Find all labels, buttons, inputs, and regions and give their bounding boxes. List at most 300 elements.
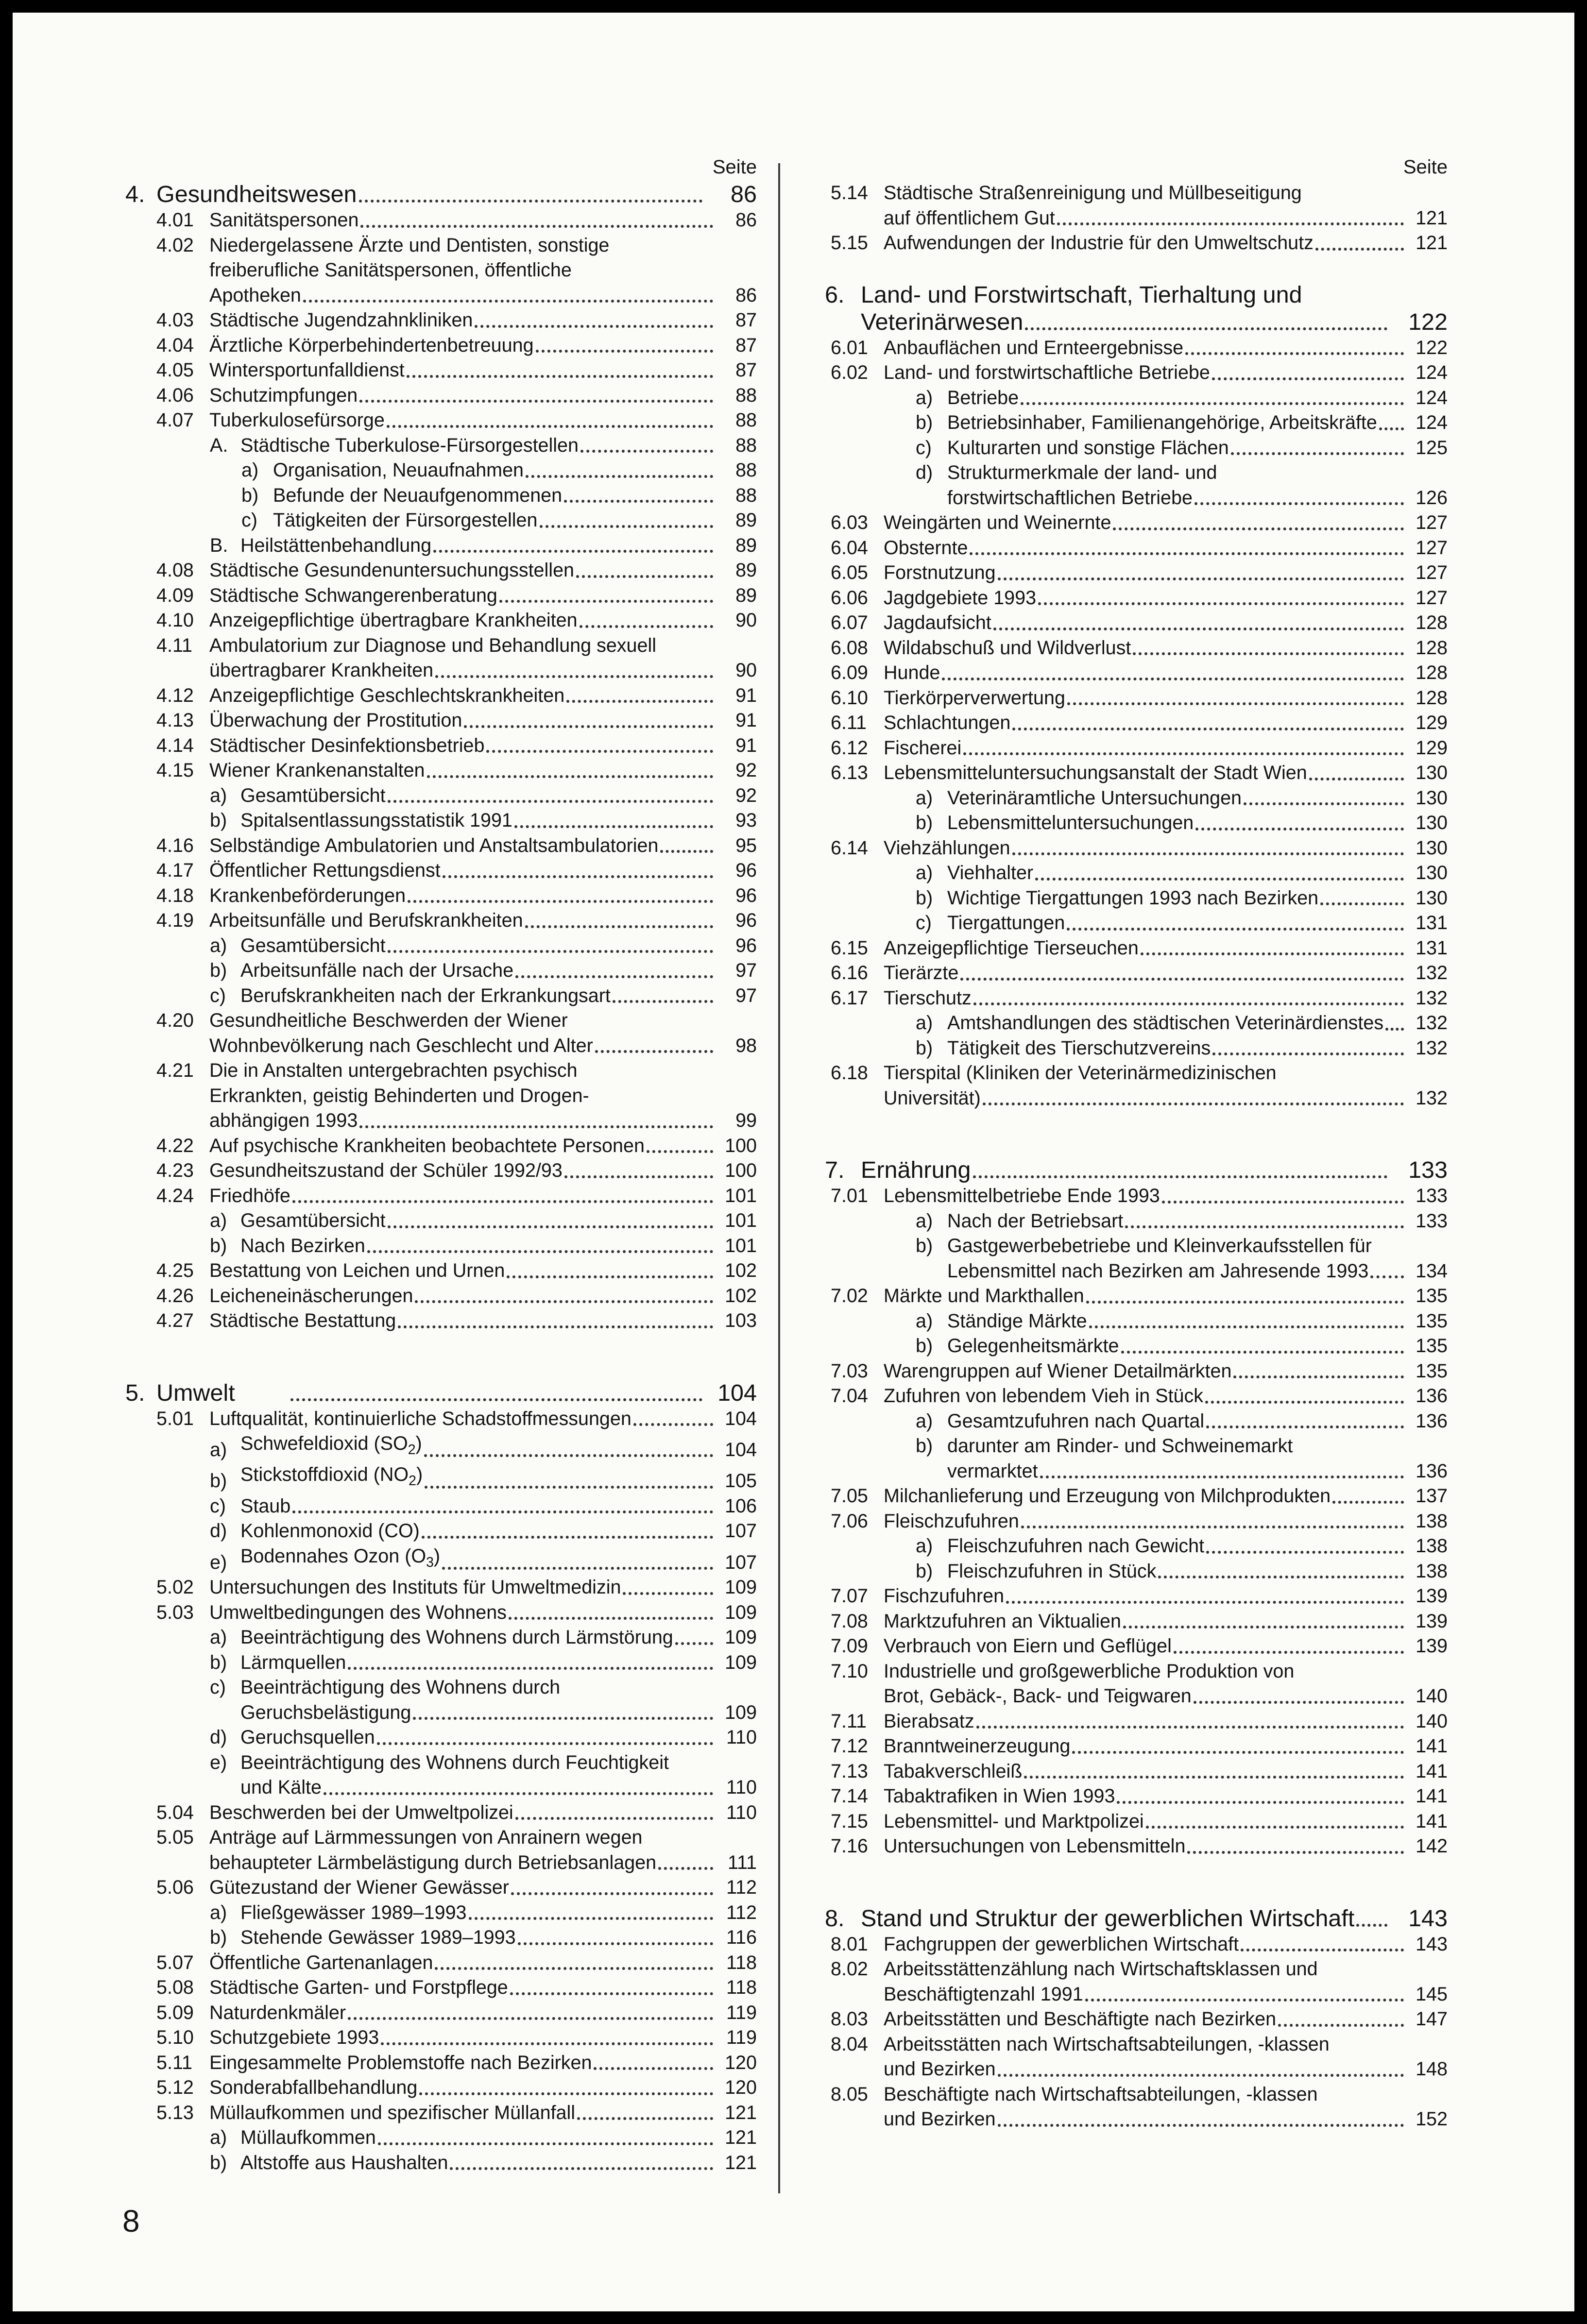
toc-entry-number: b) xyxy=(916,1235,933,1256)
toc-entry-page: 130 xyxy=(1416,862,1448,883)
toc-entry-page: 130 xyxy=(1416,887,1448,909)
toc-entry-title: Untersuchungen des Instituts für Umweltmedizin xyxy=(209,1577,621,1598)
toc-entry-page: 120 xyxy=(725,2052,757,2073)
toc-entry xyxy=(825,1659,1448,1684)
dot-leader xyxy=(566,700,713,703)
toc-entry-number: 6.18 xyxy=(831,1062,868,1084)
toc-entry-page: 97 xyxy=(735,960,757,981)
toc-entry-title: Aufwendungen der Industrie für den Umweltschutz xyxy=(884,232,1314,254)
toc-entry xyxy=(125,583,757,609)
toc-entry-title: Städtische Garten- und Forstpflege xyxy=(209,1977,508,1999)
dot-leader xyxy=(359,200,702,203)
toc-entry-page: 121 xyxy=(725,2127,757,2149)
toc-entry-title: Milchanlieferung und Erzeugung von Milchprodukten xyxy=(884,1485,1331,1507)
toc-entry xyxy=(825,2032,1448,2057)
dot-leader xyxy=(1309,778,1404,780)
toc-entry xyxy=(125,958,757,984)
page-number: 8 xyxy=(122,2204,140,2239)
toc-entry-number: a) xyxy=(916,862,933,883)
toc-entry-number: b) xyxy=(916,1037,933,1059)
toc-entry-number: 4.14 xyxy=(156,734,194,756)
toc-entry-title: Tätigkeit des Tierschutzvereins xyxy=(947,1037,1211,1059)
toc-entry-number: 4.20 xyxy=(156,1010,194,1031)
toc-entry-title: Strukturmerkmale der land- und xyxy=(947,462,1217,483)
toc-entry-number: 7.11 xyxy=(831,1710,867,1732)
toc-entry-title: Berufskrankheiten nach der Erkrankungsart xyxy=(240,984,611,1006)
toc-entry-title: Lebensmitteluntersuchungen xyxy=(947,812,1194,833)
dot-leader xyxy=(580,625,713,628)
toc-entry xyxy=(825,1584,1448,1609)
toc-entry xyxy=(125,358,757,383)
toc-entry-page: 132 xyxy=(1416,1012,1448,1034)
dot-leader xyxy=(290,1398,702,1401)
toc-entry-page: 104 xyxy=(725,1439,757,1460)
toc-entry-title: Arbeitsunfälle nach der Ursache xyxy=(240,960,514,981)
toc-entry-number: 5.06 xyxy=(156,1877,194,1899)
toc-entry-number: c) xyxy=(210,1677,226,1698)
toc-entry-number: 7.07 xyxy=(831,1585,868,1607)
dot-leader xyxy=(1379,427,1404,430)
toc-entry-title: Lebensmittel- und Marktpolizei xyxy=(884,1810,1144,1832)
dot-leader xyxy=(509,1617,713,1620)
toc-entry xyxy=(125,908,757,933)
toc-entry-title: Überwachung der Prostitution xyxy=(209,710,462,731)
toc-entry-title: Land- und forstwirtschaftliche Betriebe xyxy=(884,362,1210,383)
toc-entry-title: Städtische Tuberkulose-Fürsorgestellen xyxy=(240,434,579,456)
toc-entry-page: 87 xyxy=(735,309,757,331)
dot-leader xyxy=(623,1592,713,1595)
toc-entry xyxy=(825,1409,1448,1434)
toc-entry-number: c) xyxy=(210,1495,226,1517)
toc-entry xyxy=(125,933,757,959)
toc-entry-number: 6.17 xyxy=(831,987,868,1009)
toc-entry xyxy=(125,1184,757,1209)
dot-leader xyxy=(1117,1801,1404,1804)
toc-entry-title: freiberufliche Sanitätspersonen, öffentliche xyxy=(209,259,572,281)
toc-entry-number: b) xyxy=(916,1435,933,1457)
toc-entry-number: 5.04 xyxy=(156,1801,194,1823)
toc-entry xyxy=(125,1675,757,1700)
toc-entry-page: 124 xyxy=(1416,412,1448,433)
toc-entry-page: 96 xyxy=(735,934,757,956)
toc-entry-title: Land- und Forstwirtschaft, Tierhaltung und xyxy=(861,281,1302,308)
toc-entry-number: b) xyxy=(210,960,227,981)
toc-entry-number: a) xyxy=(916,387,933,408)
dot-leader xyxy=(514,825,713,828)
toc-entry-title: Anbauflächen und Ernteergebnisse xyxy=(884,337,1184,358)
toc-entry xyxy=(825,2057,1448,2082)
toc-entry xyxy=(825,536,1448,561)
toc-entry-page: 122 xyxy=(1408,308,1448,335)
toc-entry-title: und Bezirken xyxy=(884,2108,996,2130)
toc-entry xyxy=(825,1982,1448,2007)
toc-entry xyxy=(825,1284,1448,1309)
dot-leader xyxy=(388,800,713,803)
toc-entry-title: Lebensmittelbetriebe Ende 1993 xyxy=(884,1185,1160,1206)
toc-entry-page: 91 xyxy=(735,734,757,756)
dot-leader xyxy=(464,725,713,728)
toc-entry-title: Schwefeldioxid $(SO_2)$ xyxy=(240,1433,422,1458)
toc-entry-title: behaupteter Lärmbelästigung durch Betriebsanlagen xyxy=(209,1851,657,1873)
toc-entry xyxy=(825,811,1448,836)
dot-leader xyxy=(359,400,713,403)
toc-entry-title: forstwirtschaftlichen Betriebe xyxy=(947,487,1193,509)
seite-label-right: Seite xyxy=(1403,156,1448,178)
toc-entry-page: 109 xyxy=(725,1627,757,1648)
toc-entry xyxy=(125,658,757,683)
toc-entry-number: b) xyxy=(210,810,227,831)
toc-entry-number: 7.13 xyxy=(831,1760,868,1782)
dot-leader xyxy=(1089,1325,1404,1328)
toc-entry-title: Fischerei xyxy=(884,737,962,759)
toc-entry xyxy=(825,1334,1448,1359)
toc-entry-number: 8.03 xyxy=(831,2008,868,2030)
toc-entry-title: Städtische Straßenreinigung und Müllbeseitigung xyxy=(884,182,1302,204)
toc-entry-page: 103 xyxy=(725,1310,757,1331)
toc-entry-page: 138 xyxy=(1416,1560,1448,1582)
toc-entry xyxy=(125,1650,757,1676)
toc-entry xyxy=(125,633,757,659)
toc-entry-page: 89 xyxy=(735,560,757,581)
dot-leader xyxy=(398,1325,713,1328)
toc-entry xyxy=(125,1519,757,1544)
toc-entry-number: 4.27 xyxy=(156,1310,194,1331)
toc-entry-title: Gastgewerbebetriebe und Kleinverkaufsstellen für xyxy=(947,1235,1372,1256)
toc-entry-title: Kulturarten und sonstige Flächen xyxy=(947,437,1229,458)
toc-entry-page: 141 xyxy=(1416,1735,1448,1757)
dot-leader xyxy=(419,2092,713,2095)
toc-entry-page: 139 xyxy=(1416,1635,1448,1657)
toc-entry-number: 4. xyxy=(125,181,145,207)
toc-entry-page: 110 xyxy=(726,1777,757,1798)
toc-entry-title: Beeinträchtigung des Wohnens durch Lärmstörung xyxy=(240,1627,673,1648)
toc-entry-title: Sanitätspersonen xyxy=(209,209,359,231)
toc-entry xyxy=(125,1431,757,1462)
toc-entry xyxy=(125,783,757,809)
toc-entry-number: 4.17 xyxy=(156,860,194,881)
toc-entry-page: 106 xyxy=(725,1495,757,1517)
toc-entry-page: 118 xyxy=(726,1977,757,1999)
toc-entry-page: 105 xyxy=(725,1470,757,1492)
toc-entry-number: 5.13 xyxy=(156,2102,194,2123)
toc-entry-title: Beeinträchtigung des Wohnens durch xyxy=(240,1677,561,1698)
toc-entry-number: 4.26 xyxy=(156,1285,194,1306)
toc-entry-page: 93 xyxy=(735,810,757,831)
toc-entry xyxy=(825,360,1448,386)
toc-chapter-entry xyxy=(825,1905,1448,1932)
dot-leader xyxy=(963,752,1404,755)
toc-entry-page: 128 xyxy=(1416,637,1448,659)
toc-entry xyxy=(125,1084,757,1109)
toc-entry-page: 132 xyxy=(1416,1087,1448,1109)
dot-leader xyxy=(1146,1826,1404,1829)
dot-leader xyxy=(387,425,713,428)
toc-entry xyxy=(825,336,1448,361)
toc-entry-number: 5. xyxy=(125,1379,145,1406)
toc-entry-number: b) xyxy=(916,1335,933,1357)
toc-entry-page: 101 xyxy=(725,1185,757,1206)
toc-entry-number: 4.25 xyxy=(156,1260,194,1281)
toc-entry-title: Jagdgebiete 1993 xyxy=(884,587,1037,609)
toc-entry xyxy=(825,2082,1448,2107)
toc-entry xyxy=(125,433,757,458)
toc-entry-title: Lärmquellen xyxy=(240,1651,346,1673)
dot-leader xyxy=(1038,602,1404,605)
toc-entry-title: Lebensmittel nach Bezirken am Jahresende 1993 xyxy=(947,1260,1369,1282)
toc-entry-page: 121 xyxy=(1416,232,1448,254)
toc-entry-page: 130 xyxy=(1416,787,1448,809)
toc-page xyxy=(13,13,1574,2311)
dot-leader xyxy=(960,978,1404,981)
toc-entry-title: Gesamtübersicht xyxy=(240,784,386,806)
toc-entry-title: Branntweinerzeugung xyxy=(884,1735,1071,1757)
toc-entry xyxy=(825,1086,1448,1111)
toc-entry-title: Kohlenmonoxid (CO) xyxy=(240,1520,420,1542)
dot-leader xyxy=(1206,1551,1404,1554)
dot-leader xyxy=(1332,1501,1404,1504)
toc-entry-page: 133 xyxy=(1416,1210,1448,1232)
toc-entry xyxy=(825,560,1448,586)
column-divider xyxy=(778,163,780,2193)
toc-entry-page: 92 xyxy=(735,784,757,806)
dot-leader xyxy=(427,775,713,778)
toc-entry-title: Apotheken xyxy=(209,284,301,306)
toc-entry-page: 119 xyxy=(726,2027,757,2049)
dot-leader xyxy=(613,1000,713,1003)
toc-entry-page: 87 xyxy=(735,359,757,381)
toc-entry-title: Nach Bezirken xyxy=(240,1235,365,1256)
toc-entry-title: Städtische Gesundenuntersuchungsstellen xyxy=(209,560,575,581)
toc-entry-page: 116 xyxy=(726,1927,757,1949)
toc-entry-title: Städtischer Desinfektionsbetrieb xyxy=(209,734,485,756)
toc-entry-page: 136 xyxy=(1416,1460,1448,1482)
toc-entry-number: 4.04 xyxy=(156,334,194,356)
section-gap xyxy=(825,1111,1448,1156)
toc-entry-title: Märkte und Markthallen xyxy=(884,1285,1084,1306)
toc-entry-page: 112 xyxy=(726,1877,757,1899)
toc-entry-number: 7.04 xyxy=(831,1385,868,1407)
toc-entry-number: 6.08 xyxy=(831,637,868,659)
toc-entry xyxy=(825,1359,1448,1384)
toc-entry xyxy=(825,1709,1448,1734)
toc-entry-number: e) xyxy=(210,1751,227,1773)
toc-entry-title: Tabaktrafiken in Wien 1993 xyxy=(884,1785,1115,1807)
toc-entry-number: 7.14 xyxy=(831,1785,868,1807)
toc-entry xyxy=(825,786,1448,811)
dot-leader xyxy=(443,875,713,878)
toc-entry xyxy=(825,1609,1448,1634)
toc-entry xyxy=(825,1809,1448,1834)
toc-entry-title: Tierschutz xyxy=(884,987,972,1009)
toc-entry-number: b) xyxy=(916,812,933,833)
dot-leader xyxy=(633,1423,713,1426)
dot-leader xyxy=(303,300,713,303)
dot-leader xyxy=(998,2074,1404,2077)
toc-entry-number: 5.01 xyxy=(156,1408,194,1429)
toc-entry-number: 4.22 xyxy=(156,1135,194,1156)
toc-entry-title: übertragbarer Krankheiten xyxy=(209,660,434,681)
dot-leader xyxy=(1133,652,1404,655)
toc-entry-title: Die in Anstalten untergebrachten psychisch xyxy=(209,1060,578,1081)
toc-entry xyxy=(825,2107,1448,2132)
toc-entry xyxy=(125,1544,757,1575)
dot-leader xyxy=(1241,1949,1404,1951)
toc-entry-title: Forstnutzung xyxy=(884,562,996,583)
toc-entry-page: 143 xyxy=(1416,1933,1448,1955)
toc-entry-page: 91 xyxy=(735,684,757,706)
toc-entry-number: 6. xyxy=(825,281,845,308)
toc-entry-title: Arbeitsstätten und Beschäftigte nach Bezirken xyxy=(884,2008,1277,2030)
toc-entry-number: a) xyxy=(210,1627,227,1648)
toc-entry xyxy=(125,1700,757,1726)
dot-leader xyxy=(469,1917,713,1920)
dot-leader xyxy=(1141,952,1404,955)
toc-entry xyxy=(825,181,1448,206)
dot-leader xyxy=(970,552,1404,555)
dot-leader xyxy=(1356,1924,1387,1927)
toc-entry-number: 7.09 xyxy=(831,1635,868,1657)
toc-left-entries xyxy=(125,181,757,2175)
toc-entry xyxy=(825,1759,1448,1784)
toc-entry-page: 88 xyxy=(735,459,757,481)
toc-entry xyxy=(125,1850,757,1876)
toc-entry-title: Tiergattungen xyxy=(947,912,1065,933)
toc-entry-title: Niedergelassene Ärzte und Dentisten, sonstige xyxy=(209,234,610,256)
toc-entry-number: 4.06 xyxy=(156,384,194,406)
toc-entry xyxy=(825,636,1448,661)
dot-leader xyxy=(510,1992,713,1995)
toc-entry-title: Anzeigepflichtige übertragbare Krankheiten xyxy=(209,610,578,631)
toc-entry-page: 99 xyxy=(735,1110,757,1131)
toc-entry-page: 96 xyxy=(735,910,757,931)
toc-entry-page: 141 xyxy=(1416,1760,1448,1782)
toc-entry-number: 7.16 xyxy=(831,1835,868,1857)
toc-entry-title: auf öffentlichem Gut xyxy=(884,207,1055,229)
toc-entry xyxy=(825,686,1448,711)
toc-entry-title: Luftqualität, kontinuierliche Schadstoffmessungen xyxy=(209,1408,631,1429)
toc-entry-number: 8.05 xyxy=(831,2083,868,2105)
toc-entry-title: Anträge auf Lärmmessungen von Anrainern wegen xyxy=(209,1827,643,1849)
dot-leader xyxy=(1278,2024,1404,2027)
toc-entry-page: 137 xyxy=(1416,1485,1448,1507)
toc-entry-number: c) xyxy=(916,437,932,458)
dot-leader xyxy=(1123,1626,1404,1628)
toc-entry-number: 8.02 xyxy=(831,1958,868,1980)
toc-entry-page: 129 xyxy=(1416,737,1448,759)
toc-entry-title: Wichtige Tiergattungen 1993 nach Bezirken xyxy=(947,887,1319,909)
toc-entry-number: 6.11 xyxy=(831,712,867,733)
toc-chapter-entry xyxy=(825,1156,1448,1184)
toc-entry xyxy=(825,510,1448,536)
toc-entry xyxy=(825,961,1448,986)
dot-leader xyxy=(1185,352,1404,355)
toc-entry-number: 5.03 xyxy=(156,1601,194,1623)
toc-entry-title: Stickstoffdioxid $(NO_2)$ xyxy=(240,1464,423,1489)
toc-entry-title: Schutzgebiete 1993 xyxy=(209,2027,379,2049)
toc-entry xyxy=(125,1308,757,1334)
toc-entry-number: 4.19 xyxy=(156,910,194,931)
dot-leader xyxy=(998,577,1404,580)
dot-leader xyxy=(526,475,713,478)
toc-entry-page: 140 xyxy=(1416,1710,1448,1732)
toc-entry-title: Warengruppen auf Wiener Detailmärkten xyxy=(884,1360,1232,1382)
dot-leader xyxy=(1195,502,1404,505)
toc-entry-number: 6.03 xyxy=(831,512,868,533)
toc-entry-page: 129 xyxy=(1416,712,1448,733)
toc-entry-page: 109 xyxy=(725,1701,757,1723)
toc-entry xyxy=(825,1559,1448,1584)
toc-entry-page: 89 xyxy=(735,584,757,606)
toc-entry-page: 95 xyxy=(735,834,757,856)
toc-entry-page: 86 xyxy=(735,209,757,231)
toc-entry-number: 6.01 xyxy=(831,337,868,358)
toc-entry-number: b) xyxy=(241,484,259,506)
toc-entry-page: 131 xyxy=(1416,937,1448,959)
dot-leader xyxy=(388,950,713,953)
toc-entry-title: Viehzählungen xyxy=(884,837,1010,859)
toc-entry-number: b) xyxy=(210,1470,227,1492)
toc-entry xyxy=(825,1684,1448,1709)
dot-leader xyxy=(413,1717,713,1720)
toc-entry-title: Verbrauch von Eiern und Geflügel xyxy=(884,1635,1172,1657)
toc-entry-page: 109 xyxy=(725,1651,757,1673)
dot-leader xyxy=(1121,1351,1404,1354)
toc-entry-page: 89 xyxy=(735,509,757,531)
toc-entry-title: Geruchsbelästigung xyxy=(240,1701,411,1723)
dot-leader xyxy=(499,600,713,603)
toc-entry-page: 107 xyxy=(725,1551,757,1573)
toc-entry xyxy=(125,1234,757,1259)
dot-leader xyxy=(1244,802,1404,805)
toc-entry-title: Gesamtzufuhren nach Quartal xyxy=(947,1410,1205,1432)
toc-entry-page: 118 xyxy=(726,1951,757,1973)
toc-entry-page: 107 xyxy=(725,1520,757,1542)
dot-leader xyxy=(475,325,713,328)
toc-entry-number: 6.09 xyxy=(831,662,868,683)
toc-entry-page: 128 xyxy=(1416,662,1448,683)
toc-entry-page: 100 xyxy=(725,1160,757,1181)
toc-entry xyxy=(825,436,1448,461)
toc-entry-title: Gesamtübersicht xyxy=(240,1210,386,1231)
dot-leader xyxy=(1006,1601,1404,1604)
toc-entry-page: 119 xyxy=(726,2002,757,2023)
toc-entry-title: Umweltbedingungen des Wohnens xyxy=(209,1601,507,1623)
dot-leader xyxy=(1113,527,1404,530)
toc-entry-number: a) xyxy=(210,1439,227,1460)
toc-entry xyxy=(125,608,757,633)
toc-entry xyxy=(825,1061,1448,1086)
toc-entry-title: Müllaufkommen und spezifischer Müllanfall xyxy=(209,2102,576,2123)
dot-leader xyxy=(367,1250,713,1253)
dot-leader xyxy=(422,1536,713,1539)
toc-entry xyxy=(125,758,757,783)
toc-entry-number: 6.16 xyxy=(831,962,868,984)
toc-entry-number: 4.07 xyxy=(156,409,194,431)
toc-entry-number: 7.01 xyxy=(831,1185,868,1206)
toc-entry-title: Jagdaufsicht xyxy=(884,612,991,633)
dot-leader xyxy=(292,1200,713,1203)
toc-entry-number: 7.03 xyxy=(831,1360,868,1382)
dot-leader xyxy=(973,1002,1404,1005)
toc-entry-title: Schlachtungen xyxy=(884,712,1011,733)
dot-leader xyxy=(525,925,713,928)
toc-entry-number: a) xyxy=(210,784,227,806)
toc-entry-number: 5.07 xyxy=(156,1951,194,1973)
toc-entry-page: 128 xyxy=(1416,612,1448,633)
toc-entry xyxy=(825,1384,1448,1409)
toc-entry xyxy=(125,1462,757,1493)
dot-leader xyxy=(1067,702,1404,705)
